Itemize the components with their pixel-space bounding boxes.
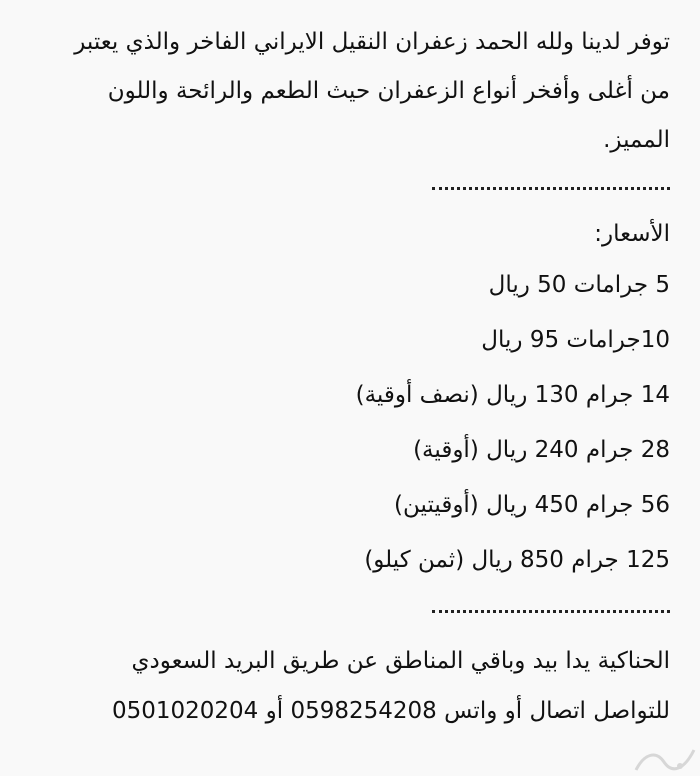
price-item: 28 جرام 240 ريال (أوقية) [413,437,670,463]
price-item: 125 جرام 850 ريال (ثمن كيلو) [364,547,670,573]
watermark-logo-icon [630,740,700,776]
dotted-divider [432,610,670,613]
intro-paragraph: توفر لدينا ولله الحمد زعفران النقيل الايراني الفاخر والذي يعتبر من أغلى وأفخر أنواع الزعفران حيث الطعم والرائحة واللون المميز. [74,29,670,153]
contact-text[interactable]: للتواصل اتصال أو واتس 0598254208 أو 0501020204 [111,698,670,724]
price-item: 5 جرامات 50 ريال [488,272,670,298]
price-list [40,258,670,588]
post-content [40,18,670,736]
price-item: 14 جرام 130 ريال (نصف أوقية) [355,382,670,408]
dotted-divider [432,187,670,190]
prices-heading: الأسعار: [594,221,670,247]
price-item: 56 جرام 450 ريال (أوقيتين) [394,492,670,518]
delivery-text: الحناكية يدا بيد وباقي المناطق عن طريق البريد السعودي [131,648,670,674]
price-item: 10جرامات 95 ريال [481,327,670,353]
